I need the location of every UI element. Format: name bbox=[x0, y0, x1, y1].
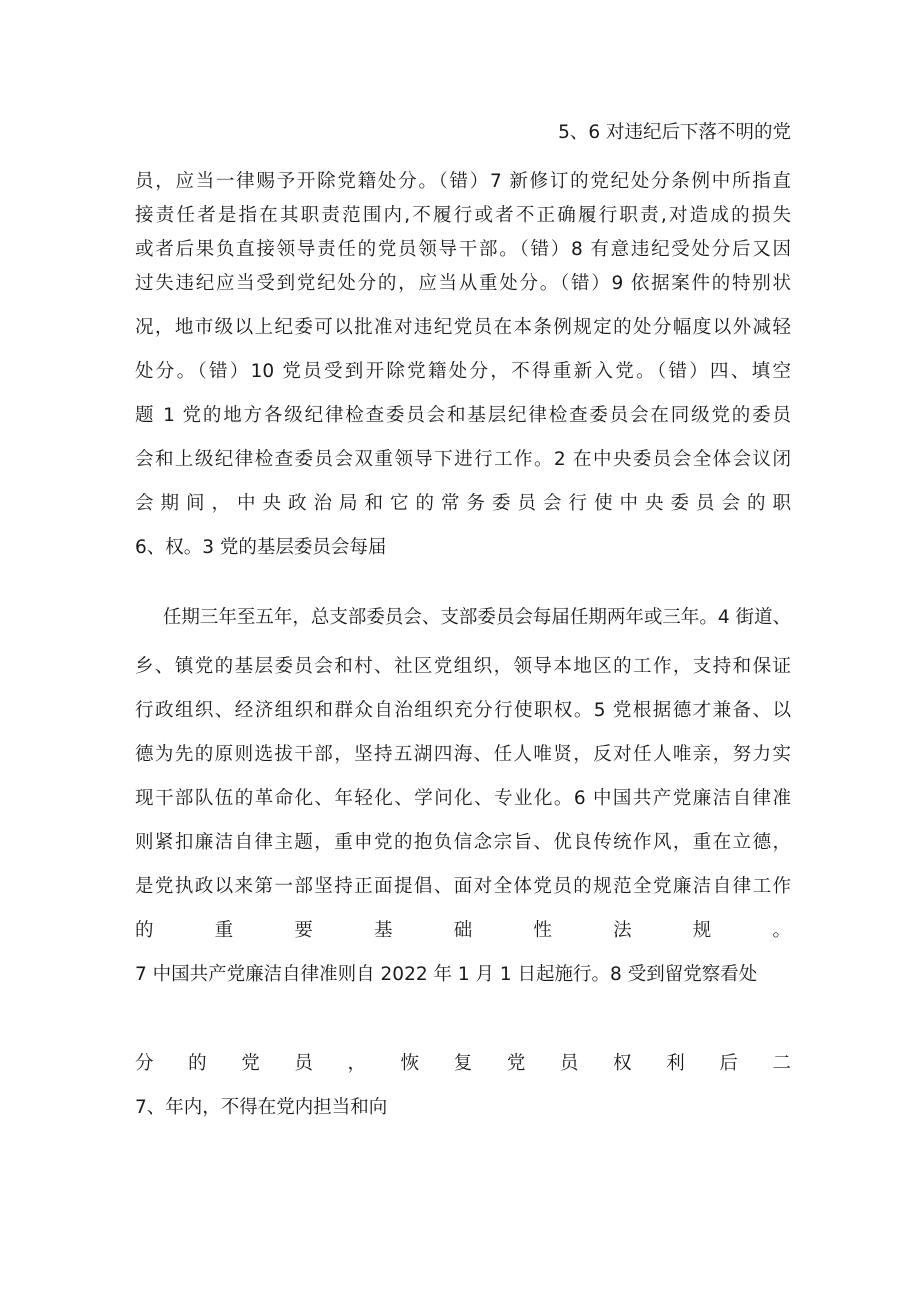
text-line-11: 6、权。3 党的基层委员会每届 bbox=[135, 537, 387, 558]
text-line-21: 分的党员，恢复党员权利后二 bbox=[135, 1053, 791, 1074]
text-line-10: 会期间，中央政治局和它的常务委员会行使中央委员会的职 bbox=[135, 493, 791, 514]
text-line-2: 员，应当一律赐予开除党籍处分。（错）7 新修订的党纪处分条例中所指直 bbox=[135, 171, 791, 192]
text-line-13: 乡、镇党的基层委员会和村、社区党组织，领导本地区的工作，支持和保证 bbox=[135, 656, 791, 677]
text-line-8: 题 1 党的地方各级纪律检查委员会和基层纪律检查委员会在同级党的委员 bbox=[135, 405, 791, 426]
text-line-14: 行政组织、经济组织和群众自治组织充分行使职权。5 党根据德才兼备、以 bbox=[135, 700, 791, 721]
text-line-15: 德为先的原则选拔干部，坚持五湖四海、任人唯贤，反对任人唯亲，努力实 bbox=[135, 744, 791, 765]
text-line-19: 的重要基础性法规。 bbox=[135, 920, 791, 941]
text-line-16: 现干部队伍的革命化、年轻化、学问化、专业化。6 中国共产党廉洁自律准 bbox=[135, 788, 791, 809]
text-line-20: 7 中国共产党廉洁自律准则自 2022 年 1 月 1 日起施行。8 受到留党察看处 bbox=[135, 964, 758, 985]
text-line-3: 接责任者是指在其职责范围内,不履行或者不正确履行职责,对造成的损失 bbox=[135, 205, 791, 226]
text-line-7: 处分。（错）10 党员受到开除党籍处分，不得重新入党。（错）四、填空 bbox=[135, 361, 791, 382]
text-line-9: 会和上级纪律检查委员会双重领导下进行工作。2 在中央委员会全体会议闭 bbox=[135, 449, 791, 470]
text-line-18: 是党执政以来第一部坚持正面提倡、面对全体党员的规范全党廉洁自律工作 bbox=[135, 876, 791, 897]
text-line-4: 或者后果负直接领导责任的党员领导干部。（错）8 有意违纪受处分后又因 bbox=[135, 239, 791, 260]
text-line-22: 7、年内，不得在党内担当和向 bbox=[135, 1097, 388, 1118]
text-line-12: 任期三年至五年，总支部委员会、支部委员会每届任期两年或三年。4 街道、 bbox=[162, 607, 791, 628]
text-line-5: 过失违纪应当受到党纪处分的，应当从重处分。（错）9 依据案件的特别状 bbox=[135, 273, 791, 294]
text-line-1: 5、6 对违纪后下落不明的党 bbox=[558, 122, 791, 143]
text-line-17: 则紧扣廉洁自律主题，重申党的抱负信念宗旨、优良传统作风，重在立德， bbox=[135, 832, 791, 853]
text-line-6: 况，地市级以上纪委可以批准对违纪党员在本条例规定的处分幅度以外减轻 bbox=[135, 317, 791, 338]
